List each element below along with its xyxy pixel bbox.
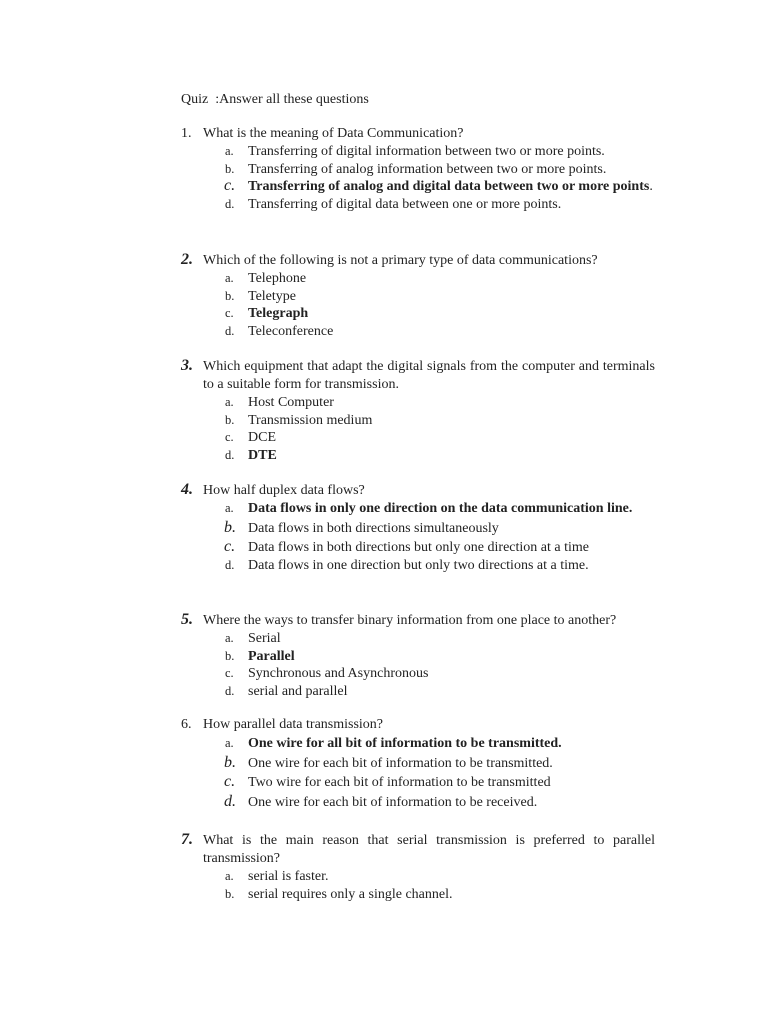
question-number: 4. — [181, 481, 193, 498]
option-marker: a. — [225, 144, 234, 158]
option-text: Data flows in both directions but only one direction at a time — [248, 540, 589, 555]
option-text: Serial — [248, 631, 281, 646]
option-text: Synchronous and Asynchronous — [248, 666, 429, 681]
option-text: Transferring of analog information between two or more points. — [248, 161, 607, 177]
option-text: One wire for all bit of information to be transmitted. — [248, 736, 562, 751]
option-list — [181, 500, 655, 574]
question-6 — [181, 716, 655, 811]
question-5 — [181, 612, 655, 700]
option-text-tail: . — [649, 179, 653, 194]
question-row — [181, 612, 655, 630]
option-a — [181, 630, 655, 648]
option-marker: a. — [225, 501, 234, 515]
question-text: How half duplex data flows? — [203, 483, 365, 498]
option-marker: d. — [224, 792, 236, 810]
option-c — [181, 774, 655, 792]
option-text: serial is faster. — [248, 869, 329, 884]
option-marker: a. — [225, 631, 234, 645]
question-row — [181, 482, 655, 500]
option-list — [181, 630, 655, 700]
option-list — [181, 394, 655, 464]
option-marker: d. — [225, 323, 235, 338]
option-a — [181, 735, 655, 753]
option-text: Two wire for each bit of information to be transmitted — [248, 775, 551, 790]
option-a — [181, 500, 655, 518]
question-row — [181, 252, 655, 270]
option-marker: a. — [225, 271, 234, 285]
question-number: 2. — [181, 251, 193, 268]
option-b — [181, 161, 655, 179]
option-text: Data flows in both directions simultaneously — [248, 520, 499, 536]
question-number: 5. — [181, 611, 193, 628]
option-a — [181, 270, 655, 288]
option-d — [181, 557, 655, 575]
option-d — [181, 794, 655, 812]
option-b — [181, 412, 655, 430]
option-c — [181, 665, 655, 683]
question-row — [181, 358, 655, 394]
question-text: Which equipment that adapt the digital signals from the computer and terminals to a suitable form for transmission. — [203, 359, 655, 392]
option-c — [181, 178, 655, 196]
question-3 — [181, 358, 655, 464]
option-marker: a. — [225, 869, 234, 883]
option-b — [181, 288, 655, 306]
option-marker: a. — [225, 736, 234, 750]
option-list — [181, 735, 655, 811]
option-marker: c. — [225, 430, 234, 444]
option-marker: c. — [224, 177, 236, 194]
option-marker: b. — [225, 288, 235, 303]
option-text: serial requires only a single channel. — [248, 886, 453, 902]
option-text: Data flows in one direction but only two directions at a time. — [248, 557, 589, 573]
option-marker: d. — [225, 557, 235, 572]
question-1 — [181, 125, 655, 213]
option-text: Teletype — [248, 288, 296, 304]
option-c — [181, 539, 655, 557]
option-marker: c. — [225, 666, 234, 680]
option-marker: b. — [225, 161, 235, 176]
option-text-bold: Transferring of analog and digital data between two or more points — [248, 179, 650, 194]
option-marker: c. — [225, 306, 234, 320]
option-text: Transmission medium — [248, 412, 373, 428]
option-b — [181, 648, 655, 666]
option-marker: b. — [225, 648, 235, 663]
option-d — [181, 196, 655, 214]
option-list — [181, 270, 655, 340]
question-row — [181, 832, 655, 868]
question-7 — [181, 832, 655, 903]
option-text: One wire for each bit of information to be received. — [248, 794, 538, 810]
option-text: One wire for each bit of information to be transmitted. — [248, 755, 553, 771]
question-number: 7. — [181, 831, 193, 848]
question-row — [181, 125, 655, 143]
option-a — [181, 868, 655, 886]
option-text: Parallel — [248, 648, 295, 664]
question-text: Which of the following is not a primary type of data communications? — [203, 253, 598, 268]
option-d — [181, 683, 655, 701]
option-c — [181, 305, 655, 323]
quiz-title: Quiz :Answer all these questions — [181, 92, 369, 107]
question-number: 6. — [181, 717, 192, 732]
option-marker: c. — [224, 773, 236, 790]
option-marker: b. — [225, 412, 235, 427]
option-text: Data flows in only one direction on the data communication line. — [248, 501, 633, 516]
question-text: Where the ways to transfer binary information from one place to another? — [203, 613, 617, 628]
option-text: Telephone — [248, 271, 307, 286]
option-marker: a. — [225, 395, 234, 409]
option-marker: d. — [225, 683, 235, 698]
option-marker: b. — [224, 518, 236, 536]
question-number: 3. — [181, 357, 193, 374]
question-row — [181, 716, 655, 734]
option-marker: b. — [225, 886, 235, 901]
question-text: What is the main reason that serial transmission is preferred to parallel transmission? — [203, 833, 655, 866]
option-list — [181, 143, 655, 213]
option-text: DTE — [248, 447, 277, 463]
option-a — [181, 394, 655, 412]
question-2 — [181, 252, 655, 340]
option-marker: d. — [225, 196, 235, 211]
option-a — [181, 143, 655, 161]
option-text: Host Computer — [248, 395, 334, 410]
question-text: How parallel data transmission? — [203, 717, 384, 732]
option-d — [181, 447, 655, 465]
question-number: 1. — [181, 126, 192, 141]
option-text: Teleconference — [248, 323, 334, 339]
question-4 — [181, 482, 655, 574]
option-text: Transferring of digital information between two or more points. — [248, 144, 605, 159]
option-text: Telegraph — [248, 306, 309, 321]
option-text: serial and parallel — [248, 683, 348, 699]
option-text: Transferring of digital data between one or more points. — [248, 196, 562, 212]
option-text: DCE — [248, 430, 276, 445]
option-b — [181, 755, 655, 773]
question-text: What is the meaning of Data Communication? — [203, 126, 464, 141]
option-marker: d. — [225, 447, 235, 462]
option-marker: c. — [224, 538, 236, 555]
option-list — [181, 868, 655, 903]
option-b — [181, 886, 655, 904]
option-marker: b. — [224, 753, 236, 771]
option-c — [181, 429, 655, 447]
option-b — [181, 520, 655, 538]
option-d — [181, 323, 655, 341]
